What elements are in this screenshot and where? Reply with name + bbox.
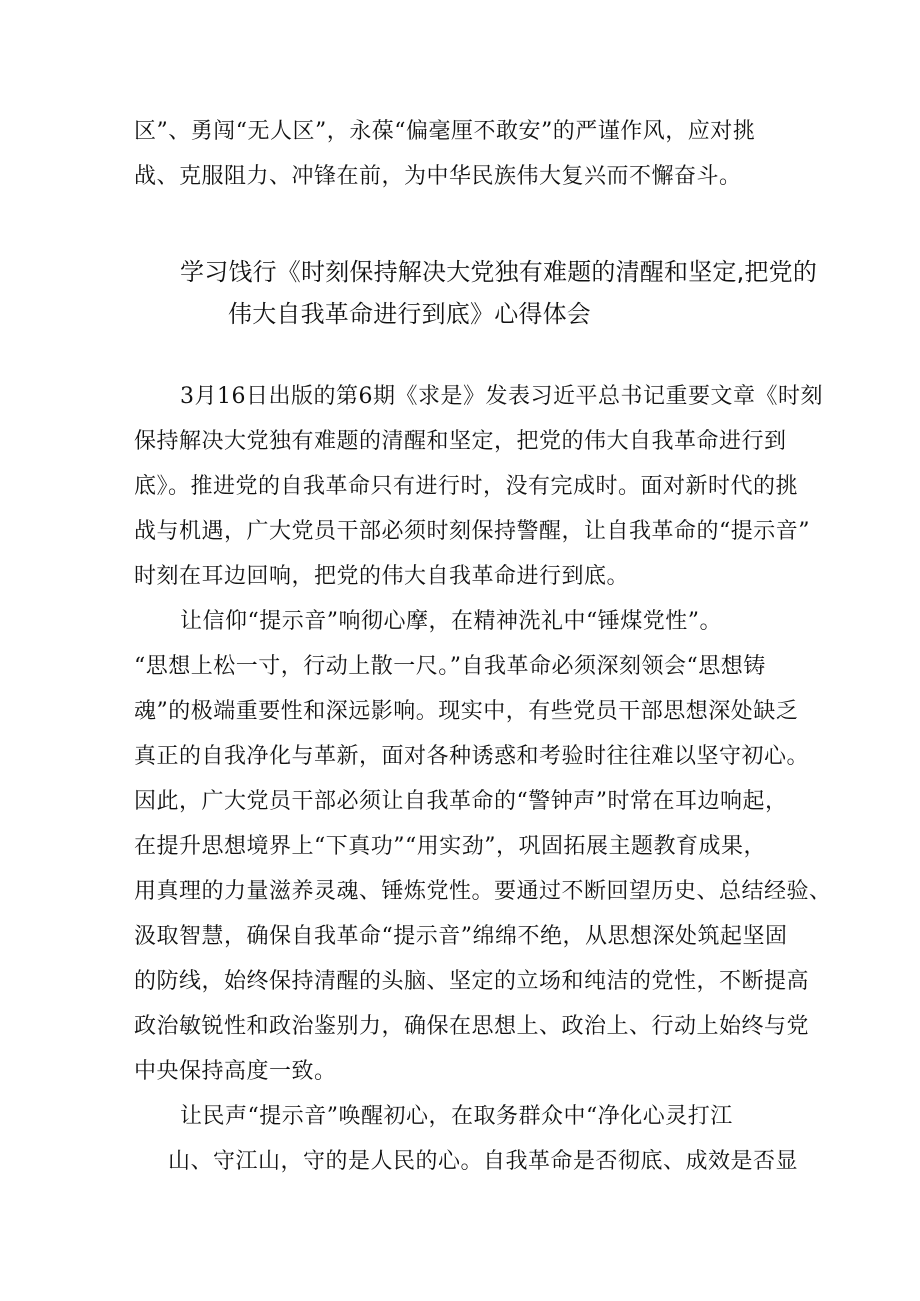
p1-line-3: 底》。推进党的自我革命只有进行时，没有完成时。面对新时代的挑 [134,474,799,499]
p1-line-5: 时刻在耳边回响，把党的伟大自我革命进行到底。 [134,564,630,589]
p3-line-2: 山、守江山，守的是人民的心。自我革命是否彻底、成效是否显 [168,1149,799,1174]
p2-line-4: 真正的自我净化与革新，面对各种诱惑和考验时往往难以坚守初心。 [134,744,810,769]
p1-line-2: 保持解决大党独有难题的清醒和坚定，把党的伟大自我革命进行到 [134,429,787,454]
article-title-line-1: 学习饯行《时刻保持解决大党独有难题的清醒和坚定,把党的 [180,258,818,286]
p2-line-3: 魂”的极端重要性和深远影响。现实中，有些党员干部思想深处缺乏 [134,699,799,724]
article-title-line-2: 伟大自我革命进行到底》心得体会 [228,300,591,328]
intro-line-1: 区”、勇闯“无人区”，永葆“偏毫厘不敢安”的严谨作风，应对挑 [134,119,756,144]
p2-line-11: 中央保持高度一致。 [134,1059,337,1084]
p2-line-2: “思想上松一寸，行动上散一尺。”自我革命必须深刻领会“思想铸 [134,654,766,679]
p1-line-1: 3月16日出版的第6期《求是》发表习近平总书记重要文章《时刻 [180,384,823,409]
p2-line-6: 在提升思想境界上“下真功”“用实劲”，巩固拓展主题教育成果， [134,834,766,859]
p3-line-1: 让民声“提示音”唤醒初心，在取务群众中“净化心灵打江 [180,1104,733,1129]
p2-line-7: 用真理的力量滋养灵魂、锤炼党性。要通过不断回望历史、总结经验、 [134,879,832,904]
p2-line-9: 的防线，始终保持清醒的头脑、坚定的立场和纯洁的党性，不断提高 [134,969,810,994]
p1-line-4: 战与机遇，广大党员干部必须时刻保持警醒，让自我革命的“提示音” [134,519,810,544]
p2-line-5: 因此，广大党员干部必须让自我革命的“警钟声”时常在耳边响起， [134,789,788,814]
p2-line-10: 政治敏锐性和政治鉴别力，确保在思想上、政治上、行动上始终与党 [134,1014,810,1039]
p2-line-8: 汲取智慧，确保自我革命“提示音”绵绵不绝，从思想深处筑起坚固 [134,924,788,949]
intro-line-2: 战、克服阻力、冲锋在前，为中华民族伟大复兴而不懈奋斗。 [134,164,742,189]
p2-line-1: 让信仰“提示音”响彻心摩，在精神洗礼中“锤煤党性”。 [180,609,722,634]
